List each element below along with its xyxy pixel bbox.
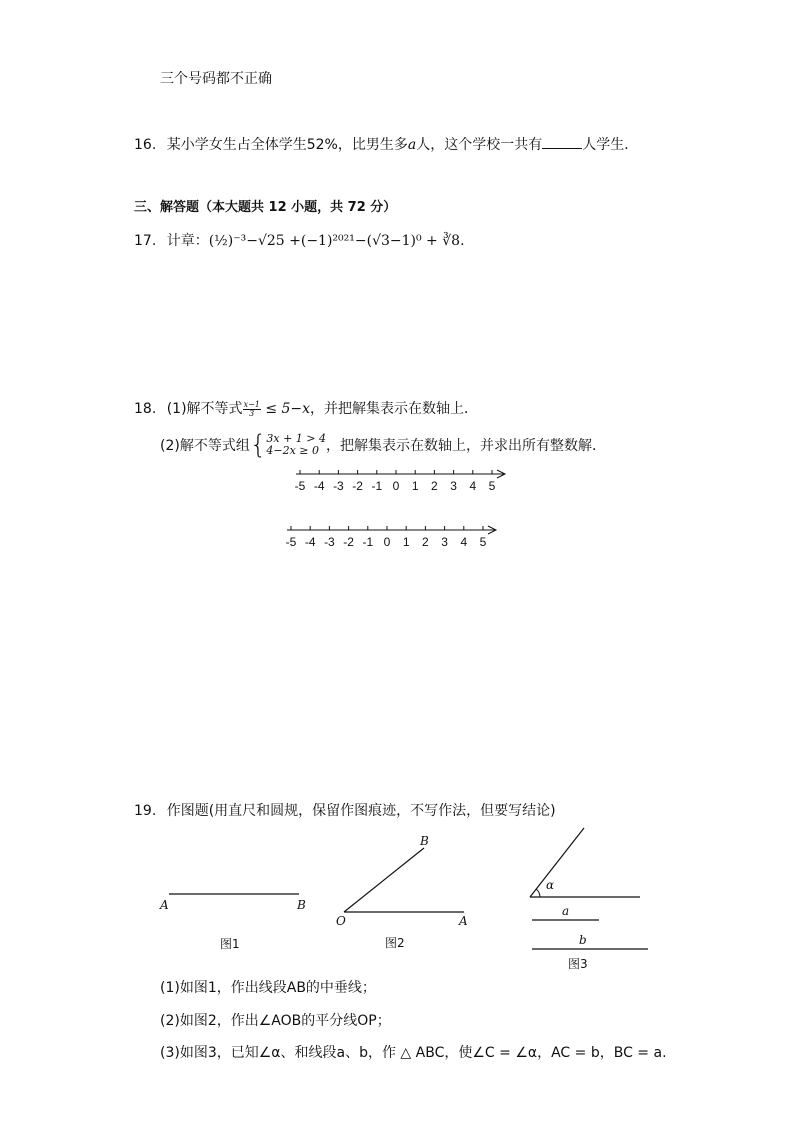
question-number: 19. xyxy=(134,803,157,819)
question-text-b: 人，这个学校一共有 xyxy=(416,137,543,153)
label-a: A xyxy=(459,914,468,928)
tick-label: 2 xyxy=(422,535,429,549)
tick-label: 5 xyxy=(479,535,487,549)
previous-option-text: 三个号码都不正确 xyxy=(160,71,272,87)
question-text-c: 人学生． xyxy=(582,137,639,153)
part-text: ，把解集表示在数轴上，并求出所有整数解． xyxy=(326,438,607,454)
brace: { xyxy=(249,430,267,460)
tick-label: 0 xyxy=(392,479,400,493)
label-alpha: α xyxy=(546,878,555,892)
label-b: B xyxy=(297,898,306,912)
number-line-1 xyxy=(290,464,520,494)
angle-side-line xyxy=(530,828,584,897)
tick-label: -3 xyxy=(324,535,335,549)
system-line-2: 4−2x ≥ 0 xyxy=(266,444,320,457)
tick-label: -3 xyxy=(333,479,344,493)
tick-label: 3 xyxy=(450,479,457,493)
part-label: (2)解不等式组 xyxy=(160,438,250,454)
label-b: B xyxy=(420,834,429,848)
figure-3 xyxy=(522,822,654,956)
tick-label: -4 xyxy=(304,535,316,549)
tick-label: -5 xyxy=(294,479,306,493)
system-line-1: 3x + 1 > 4 xyxy=(266,432,327,445)
tick-label: 1 xyxy=(402,535,410,549)
label-b: b xyxy=(579,933,587,947)
figure-2 xyxy=(330,830,480,930)
tick-label: 3 xyxy=(441,535,448,549)
fraction xyxy=(243,401,261,418)
figure-3-caption: 图3 xyxy=(568,957,588,971)
tick-label: -1 xyxy=(362,535,374,549)
inequality-system xyxy=(266,433,326,457)
label-a: a xyxy=(562,904,570,918)
tick-label: -5 xyxy=(285,535,297,549)
question-16 xyxy=(134,134,638,154)
tick-label: -2 xyxy=(343,535,354,549)
ray-ob xyxy=(344,848,424,912)
part-text: ，并把解集表示在数轴上． xyxy=(310,401,479,417)
answer-blank[interactable] xyxy=(542,136,582,149)
variable-a: a xyxy=(407,137,417,153)
tick-label: -4 xyxy=(313,479,325,493)
inequality-rhs: ≤ 5−x xyxy=(265,401,311,417)
angle-arc xyxy=(536,889,540,897)
question-19-part-3: (3)如图3，已知∠α、和线段a、b，作 △ ABC，使∠C = ∠α，AC = b，BC = a. xyxy=(160,1045,667,1061)
tick-label: 5 xyxy=(488,479,496,493)
tick-label: 0 xyxy=(383,535,391,549)
question-18-part-1 xyxy=(134,398,478,418)
question-number: 18. xyxy=(134,401,157,417)
question-19 xyxy=(134,800,556,820)
question-19-part-1: (1)如图1，作出线段AB的中垂线； xyxy=(160,980,376,996)
number-line-2 xyxy=(281,520,511,550)
question-number: 16. xyxy=(134,137,157,153)
question-17 xyxy=(134,230,465,250)
tick-label: 4 xyxy=(460,535,468,549)
figure-2-caption: 图2 xyxy=(385,936,405,950)
tick-label: -2 xyxy=(352,479,363,493)
tick-label: 2 xyxy=(431,479,438,493)
fraction-numerator: x−1 xyxy=(243,399,260,409)
tick-label: 1 xyxy=(411,479,419,493)
question-number: 17. xyxy=(134,233,157,249)
label-o: O xyxy=(336,914,346,928)
tick-label: -1 xyxy=(371,479,383,493)
section-title: 三、解答题（本大题共 12 小题，共 72 分） xyxy=(134,200,397,215)
fraction-denominator: 3 xyxy=(249,408,255,418)
question-label: 计章： xyxy=(166,233,209,249)
label-a: A xyxy=(160,898,169,912)
math-expression: (½)⁻³−√25 +(−1)²⁰²¹−(√3−1)⁰ + ∛8. xyxy=(208,233,465,249)
question-19-part-2: (2)如图2，作出∠AOB的平分线OP； xyxy=(160,1013,391,1029)
figure-1 xyxy=(155,880,315,920)
figure-1-caption: 图1 xyxy=(220,937,240,951)
question-text: 某小学女生占全体学生52%，比男生多 xyxy=(166,137,408,153)
question-18-part-2 xyxy=(160,432,606,458)
tick-label: 4 xyxy=(469,479,477,493)
part-label: (1)解不等式 xyxy=(166,401,243,417)
question-text: 作图题(用直尺和圆规，保留作图痕迹，不写作法，但要写结论) xyxy=(166,803,556,819)
